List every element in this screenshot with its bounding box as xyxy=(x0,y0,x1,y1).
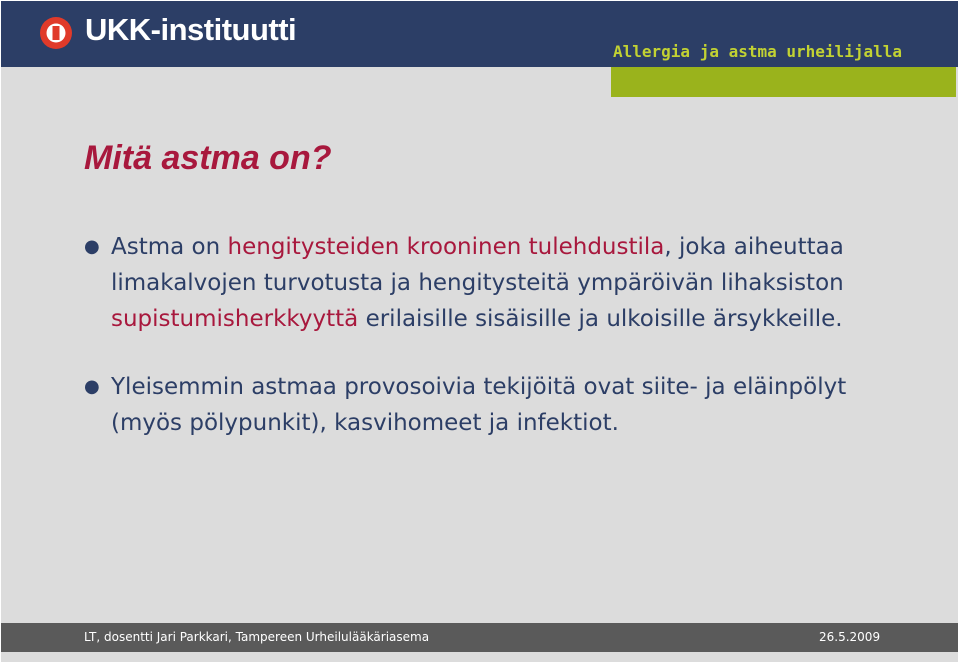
slide-title: Mitä astma on? xyxy=(84,139,332,177)
footer-bar xyxy=(1,623,958,652)
bullet-highlight: hengitysteiden krooninen tulehdustila xyxy=(227,234,665,260)
footer-author: LT, dosentti Jari Parkkari, Tampereen Urheilulääkäriasema xyxy=(84,630,430,644)
bullet-text: Yleisemmin astmaa provosoivia tekijöitä ovat siite- ja eläinpölyt (myös pölypunkit), kasvihomeet ja infektiot. xyxy=(111,374,847,436)
bullet-text: Astma on xyxy=(111,234,228,260)
slide xyxy=(1,1,958,662)
bullet-item xyxy=(84,369,884,441)
bullet-highlight: supistumisherkkyyttä xyxy=(111,306,359,332)
bullet-dot-icon: ● xyxy=(84,236,100,257)
bullet-dot-icon: ● xyxy=(84,376,100,397)
footer-date: 26.5.2009 xyxy=(819,630,881,644)
bullet-text: , joka aiheuttaa limakalvojen turvotusta ja hengitysteitä ympäröivän lihaksiston xyxy=(111,234,844,296)
accent-bar xyxy=(611,67,956,97)
header-bar xyxy=(1,1,958,67)
bullet-item xyxy=(84,229,884,337)
header-subtitle: Allergia ja astma urheilijalla xyxy=(613,42,902,61)
bullet-text: erilaisille sisäisille ja ulkoisille ärsykkeille. xyxy=(358,306,843,332)
logo-text: UKK-instituutti xyxy=(85,12,297,47)
bullet-list xyxy=(84,229,884,441)
ukk-logo-icon xyxy=(38,15,74,51)
